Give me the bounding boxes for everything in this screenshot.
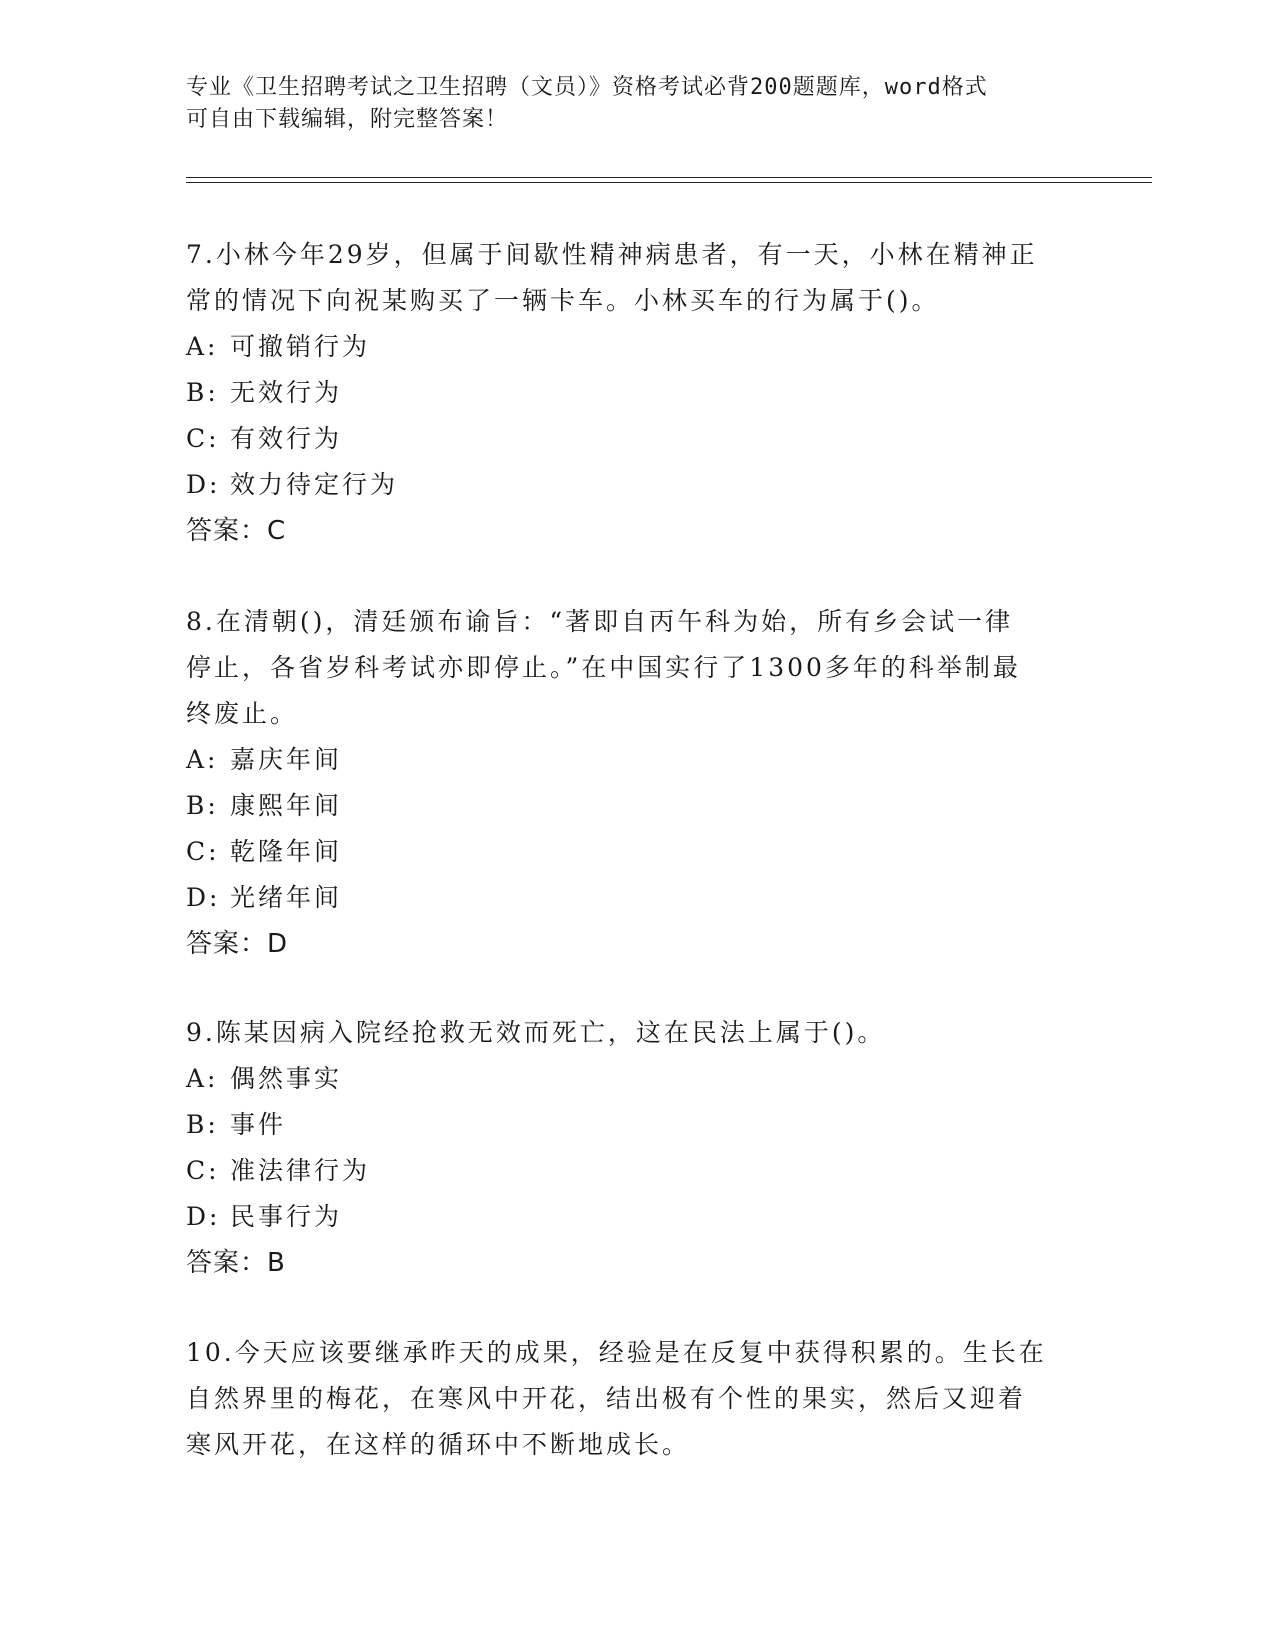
option-c bbox=[186, 1148, 1086, 1194]
question-stem-line: 自然界里的梅花，在寒风中开花，结出极有个性的果实，然后又迎着 bbox=[186, 1384, 1027, 1413]
option-b bbox=[186, 1102, 1086, 1148]
option-text: 事件 bbox=[230, 1110, 287, 1139]
answer-line: 答案：C bbox=[186, 516, 287, 546]
question-7 bbox=[186, 232, 1086, 554]
option-text: 可撤销行为 bbox=[230, 332, 371, 361]
option-b bbox=[186, 370, 1086, 416]
header-divider-top bbox=[186, 177, 1152, 178]
option-text: 民事行为 bbox=[230, 1202, 343, 1231]
option-text: 嘉庆年间 bbox=[230, 745, 343, 774]
option-label: D: bbox=[186, 470, 221, 499]
option-text: 无效行为 bbox=[230, 378, 343, 407]
header-divider-bottom bbox=[186, 182, 1152, 183]
question-stem-line: 寒风开花，在这样的循环中不断地成长。 bbox=[186, 1430, 691, 1459]
option-label: D: bbox=[186, 883, 221, 912]
document-header bbox=[186, 72, 1066, 136]
option-text: 有效行为 bbox=[230, 424, 343, 453]
question-8 bbox=[186, 599, 1086, 967]
option-label: A: bbox=[186, 1064, 219, 1093]
option-label: B: bbox=[186, 791, 219, 820]
option-b bbox=[186, 783, 1086, 829]
header-line-1: 专业《卫生招聘考试之卫生招聘（文员）》资格考试必背200题题库，word格式 bbox=[186, 75, 988, 100]
option-label: B: bbox=[186, 1110, 219, 1139]
option-text: 乾隆年间 bbox=[230, 837, 343, 866]
option-label: A: bbox=[186, 745, 219, 774]
question-stem-line: 10.今天应该要继承昨天的成果，经验是在反复中获得积累的。生长在 bbox=[186, 1338, 1047, 1367]
option-label: C: bbox=[186, 837, 220, 866]
option-text: 光绪年间 bbox=[230, 883, 343, 912]
option-text: 准法律行为 bbox=[230, 1156, 371, 1185]
question-stem-line: 终废止。 bbox=[186, 699, 299, 728]
option-a bbox=[186, 737, 1086, 783]
option-text: 偶然事实 bbox=[230, 1064, 343, 1093]
question-10 bbox=[186, 1330, 1086, 1468]
option-label: B: bbox=[186, 378, 219, 407]
header-line-2: 可自由下载编辑，附完整答案！ bbox=[186, 107, 509, 132]
option-text: 康熙年间 bbox=[230, 791, 343, 820]
option-c bbox=[186, 829, 1086, 875]
question-9 bbox=[186, 1010, 1086, 1286]
answer-line: 答案：B bbox=[186, 1248, 286, 1278]
question-stem-line: 9.陈某因病入院经抢救无效而死亡，这在民法上属于()。 bbox=[186, 1018, 886, 1047]
option-d bbox=[186, 462, 1086, 508]
question-stem-line: 停止，各省岁科考试亦即停止。”在中国实行了1300多年的科举制最 bbox=[186, 653, 1021, 682]
question-stem-line: 7.小林今年29岁，但属于间歇性精神病患者，有一天，小林在精神正 bbox=[186, 240, 1038, 269]
option-text: 效力待定行为 bbox=[230, 470, 399, 499]
option-d bbox=[186, 1194, 1086, 1240]
option-label: C: bbox=[186, 424, 220, 453]
option-label: A: bbox=[186, 332, 219, 361]
option-label: D: bbox=[186, 1202, 221, 1231]
answer-line: 答案：D bbox=[186, 929, 289, 959]
question-stem-line: 8.在清朝()，清廷颁布谕旨：“著即自丙午科为始，所有乡会试一律 bbox=[186, 607, 1014, 636]
option-label: C: bbox=[186, 1156, 220, 1185]
option-d bbox=[186, 875, 1086, 921]
option-a bbox=[186, 324, 1086, 370]
option-c bbox=[186, 416, 1086, 462]
question-stem-line: 常的情况下向祝某购买了一辆卡车。小林买车的行为属于()。 bbox=[186, 286, 940, 315]
option-a bbox=[186, 1056, 1086, 1102]
